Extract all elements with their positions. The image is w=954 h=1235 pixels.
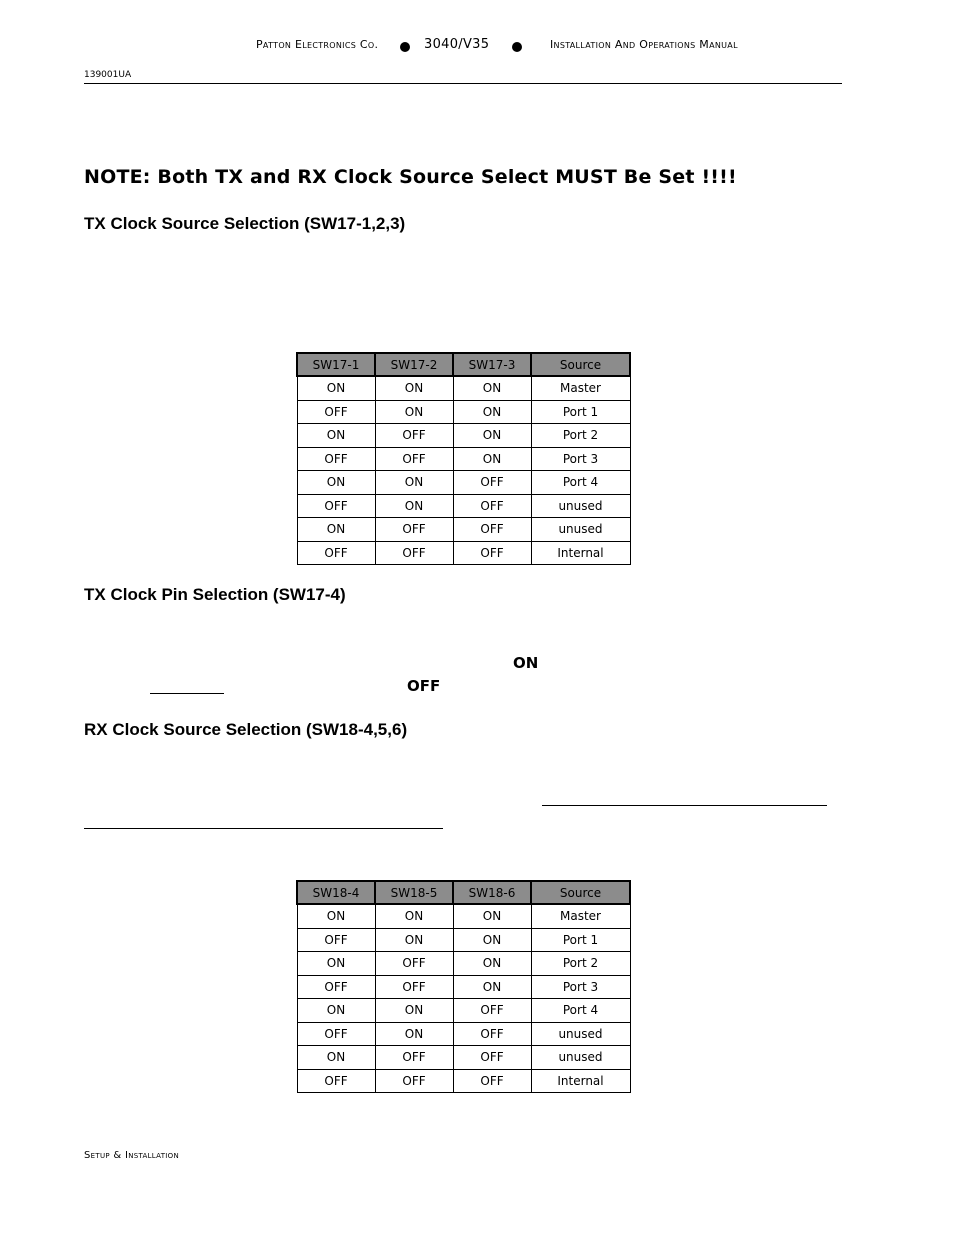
table-cell: OFF — [297, 1069, 375, 1093]
table-cell: ON — [453, 424, 531, 448]
table-row — [297, 975, 630, 999]
table-cell: OFF — [453, 1022, 531, 1046]
rx-source-title: RX Clock Source Selection (SW18-4,5,6) — [84, 720, 408, 739]
table-cell: OFF — [375, 1046, 453, 1070]
header-company: Patton Electronics Co. — [256, 38, 379, 51]
table-cell: Master — [531, 904, 630, 928]
table-cell: OFF — [375, 952, 453, 976]
table-cell: ON — [453, 904, 531, 928]
table-cell: OFF — [375, 424, 453, 448]
table-row — [297, 952, 630, 976]
column-header: SW17-1 — [297, 353, 375, 376]
table-cell: OFF — [297, 541, 375, 565]
table-cell: OFF — [297, 447, 375, 471]
table-cell: ON — [453, 400, 531, 424]
table-row — [297, 541, 630, 565]
tx-pin-title: TX Clock Pin Selection (SW17-4) — [84, 585, 346, 604]
table-cell: OFF — [297, 400, 375, 424]
underline-mark — [84, 828, 443, 829]
table-cell: OFF — [375, 1069, 453, 1093]
column-header: SW18-4 — [297, 881, 375, 904]
table-cell: OFF — [297, 494, 375, 518]
table-cell: ON — [375, 999, 453, 1023]
table-cell: ON — [453, 952, 531, 976]
table-row — [297, 904, 630, 928]
table-cell: OFF — [375, 518, 453, 542]
table-cell: ON — [297, 1046, 375, 1070]
table-cell: OFF — [453, 541, 531, 565]
table-cell: OFF — [453, 1046, 531, 1070]
table-cell: OFF — [297, 975, 375, 999]
table-cell: OFF — [453, 518, 531, 542]
table-row — [297, 447, 630, 471]
tx-source-title: TX Clock Source Selection (SW17-1,2,3) — [84, 214, 406, 233]
table-row — [297, 424, 630, 448]
table-cell: unused — [531, 1022, 630, 1046]
table-row — [297, 1022, 630, 1046]
table-header-row — [297, 881, 630, 904]
table-cell: OFF — [453, 471, 531, 495]
tx-pin-on-label: ON — [513, 654, 539, 672]
table-cell: ON — [297, 518, 375, 542]
rx-clock-table — [296, 880, 631, 1093]
table-cell: OFF — [375, 975, 453, 999]
table-row — [297, 376, 630, 400]
table-cell: ON — [453, 975, 531, 999]
table-cell: ON — [297, 376, 375, 400]
table-cell: ON — [375, 904, 453, 928]
table-header-row — [297, 353, 630, 376]
footer-section-title: Setup & Installation — [84, 1150, 179, 1161]
underline-mark — [542, 805, 827, 806]
underline-mark — [150, 693, 224, 694]
table-cell: ON — [375, 494, 453, 518]
table-cell: OFF — [375, 447, 453, 471]
column-header: SW18-6 — [453, 881, 531, 904]
header-model: 3040/V35 — [424, 37, 490, 52]
table-cell: OFF — [375, 541, 453, 565]
table-cell: unused — [531, 494, 630, 518]
table-row — [297, 400, 630, 424]
bullet-icon — [400, 42, 410, 52]
table-cell: OFF — [453, 1069, 531, 1093]
header-rule — [84, 83, 842, 84]
table-cell: OFF — [453, 999, 531, 1023]
table-row — [297, 1046, 630, 1070]
table-cell: ON — [453, 376, 531, 400]
table-row — [297, 494, 630, 518]
table-cell: Port 3 — [531, 447, 630, 471]
table-cell: OFF — [297, 928, 375, 952]
table-row — [297, 518, 630, 542]
table-row — [297, 471, 630, 495]
table-cell: ON — [297, 471, 375, 495]
table-cell: Port 1 — [531, 400, 630, 424]
column-header: SW18-5 — [375, 881, 453, 904]
table-row — [297, 1069, 630, 1093]
table-cell: ON — [297, 999, 375, 1023]
table-cell: ON — [375, 400, 453, 424]
tx-clock-table — [296, 352, 631, 565]
tx-pin-off-label: OFF — [407, 677, 441, 695]
table-cell: OFF — [297, 1022, 375, 1046]
column-header: SW17-3 — [453, 353, 531, 376]
table-cell: ON — [375, 1022, 453, 1046]
table-cell: OFF — [453, 494, 531, 518]
table-cell: ON — [375, 376, 453, 400]
doc-number: 139001UA — [84, 70, 132, 80]
table-cell: Port 1 — [531, 928, 630, 952]
column-header: Source — [531, 881, 630, 904]
table-cell: ON — [297, 904, 375, 928]
table-cell: Port 4 — [531, 471, 630, 495]
table-cell: unused — [531, 518, 630, 542]
table-cell: Port 2 — [531, 424, 630, 448]
table-cell: ON — [453, 928, 531, 952]
table-cell: ON — [375, 928, 453, 952]
table-cell: Master — [531, 376, 630, 400]
note-heading: NOTE: Both TX and RX Clock Source Select MUST Be Set !!!! — [84, 166, 737, 188]
table-cell: ON — [297, 424, 375, 448]
bullet-icon — [512, 42, 522, 52]
table-cell: ON — [453, 447, 531, 471]
table-cell: ON — [375, 471, 453, 495]
table-cell: Internal — [531, 541, 630, 565]
column-header: Source — [531, 353, 630, 376]
table-cell: Port 3 — [531, 975, 630, 999]
column-header: SW17-2 — [375, 353, 453, 376]
table-cell: ON — [297, 952, 375, 976]
table-cell: Internal — [531, 1069, 630, 1093]
table-row — [297, 999, 630, 1023]
header-manual: Installation And Operations Manual — [550, 38, 738, 51]
table-cell: Port 2 — [531, 952, 630, 976]
table-cell: unused — [531, 1046, 630, 1070]
table-row — [297, 928, 630, 952]
table-cell: Port 4 — [531, 999, 630, 1023]
